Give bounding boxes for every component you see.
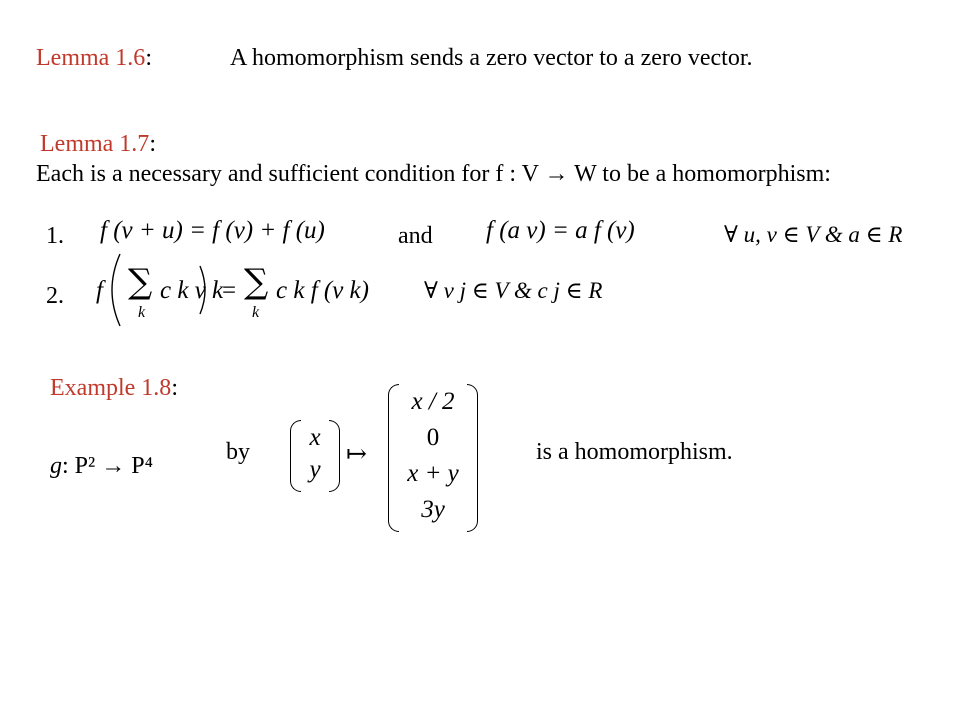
example-conclusion: is a homomorphism.	[536, 439, 733, 465]
lemma-1-7-colon: :	[149, 131, 156, 157]
condition-2-sum-left: ∑	[128, 262, 153, 302]
condition-2-sum-index-left: k	[138, 304, 146, 321]
condition-1-additivity: f (v + u) = f (v) + f (u)	[100, 217, 325, 244]
input-vector-entry-2: y	[309, 456, 321, 483]
condition-2-number: 2.	[46, 283, 64, 309]
output-vector	[388, 384, 478, 532]
condition-1-quantifier: ∀ u, v ∈ V & a ∈ R	[724, 222, 903, 247]
output-vector-entry-3: x + y	[407, 460, 459, 487]
mapsto-arrow: ↦	[346, 441, 367, 468]
output-vector-entry-1: x / 2	[411, 388, 455, 415]
lemma-1-6-colon: :	[145, 45, 152, 71]
lemma-1-6-label: Lemma 1.6	[36, 45, 146, 71]
output-vector-entry-2: 0	[426, 424, 440, 451]
condition-2-equals: =	[222, 277, 237, 304]
condition-2-rhs-term: c k f (v k)	[276, 277, 369, 304]
condition-2-lhs-term: c k v k	[160, 277, 224, 304]
condition-2-sum-right: ∑	[244, 262, 269, 302]
example-map-g: g	[50, 453, 62, 479]
condition-1-number: 1.	[46, 223, 64, 249]
example-map-signature: g: P² → P⁴	[50, 453, 153, 479]
condition-1-homogeneity: f (a v) = a f (v)	[486, 217, 635, 244]
lemma-1-6-statement: A homomorphism sends a zero vector to a zero vector.	[230, 45, 753, 71]
input-vector	[290, 420, 340, 492]
input-vector-entry-1: x	[309, 424, 321, 451]
lemma-1-7-heading	[40, 130, 156, 158]
example-map-spaces: P² → P⁴	[74, 453, 153, 479]
output-vector-entry-4: 3y	[421, 496, 445, 523]
lemma-1-7-label: Lemma 1.7	[40, 131, 150, 157]
left-big-paren	[112, 254, 120, 326]
condition-2-sum-index-right: k	[252, 304, 260, 321]
lemma-1-6-heading	[36, 44, 152, 72]
condition-2-f: f	[96, 277, 103, 304]
example-1-8-heading	[50, 374, 178, 402]
lemma-1-7-statement: Each is a necessary and sufficient condition for f : V → W to be a homomorphism:	[36, 161, 831, 187]
example-by: by	[226, 439, 250, 465]
condition-2-quantifier: ∀ v j ∈ V & c j ∈ R	[424, 278, 603, 303]
condition-1-and: and	[398, 223, 433, 249]
example-1-8-label: Example 1.8	[50, 375, 172, 401]
example-1-8-colon: :	[171, 375, 178, 401]
